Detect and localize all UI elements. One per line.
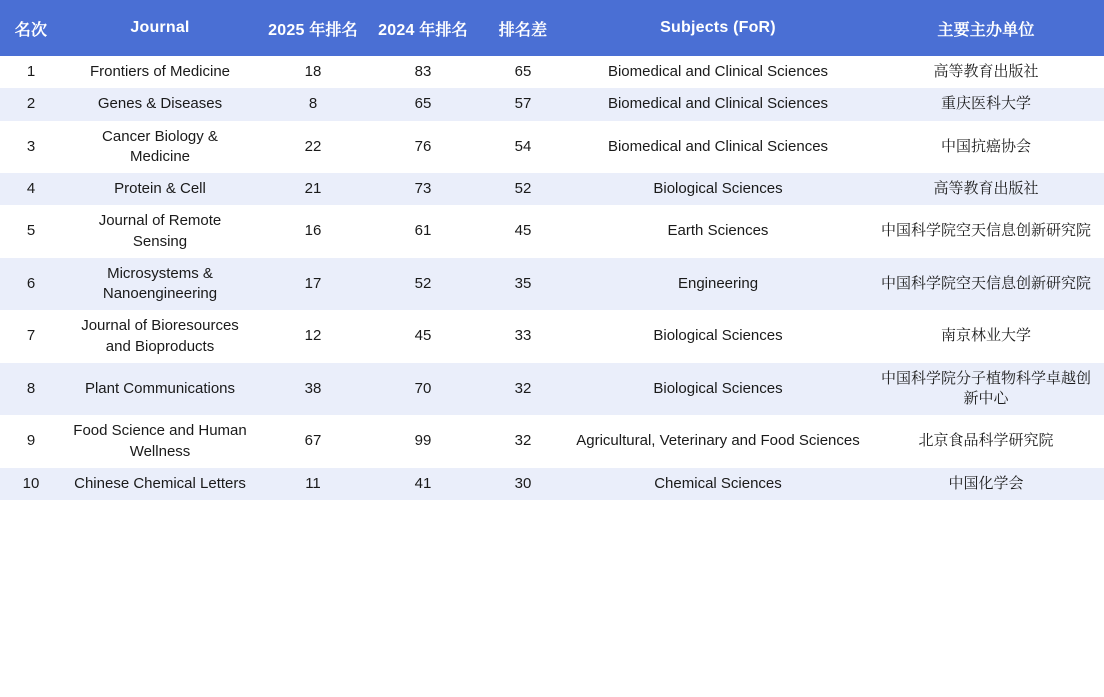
cell-host: 中国抗癌协会: [868, 121, 1104, 174]
table-row: [0, 310, 1104, 363]
cell-rank: 2: [0, 88, 62, 120]
cell-rank-2024: 99: [368, 415, 478, 468]
cell-rank-2025: 17: [258, 258, 368, 311]
cell-rank-2025: 11: [258, 468, 368, 500]
cell-host: 中国科学院分子植物科学卓越创新中心: [868, 363, 1104, 416]
cell-rank-2025: 38: [258, 363, 368, 416]
cell-rank-2025: 8: [258, 88, 368, 120]
cell-rank-diff: 52: [478, 173, 568, 205]
cell-host: 中国科学院空天信息创新研究院: [868, 258, 1104, 311]
cell-host: 高等教育出版社: [868, 173, 1104, 205]
table-body: [0, 56, 1104, 500]
cell-rank-diff: 54: [478, 121, 568, 174]
cell-rank: 5: [0, 205, 62, 258]
cell-rank-2025: 16: [258, 205, 368, 258]
cell-rank: 7: [0, 310, 62, 363]
cell-journal: Cancer Biology & Medicine: [62, 121, 258, 174]
cell-subjects: Biomedical and Clinical Sciences: [568, 88, 868, 120]
cell-rank: 6: [0, 258, 62, 311]
cell-journal: Food Science and Human Wellness: [62, 415, 258, 468]
column-header-journal: Journal: [62, 0, 258, 56]
cell-subjects: Chemical Sciences: [568, 468, 868, 500]
cell-host: 中国化学会: [868, 468, 1104, 500]
table-row: [0, 468, 1104, 500]
cell-rank-diff: 30: [478, 468, 568, 500]
table-header: [0, 0, 1104, 56]
table-row: [0, 56, 1104, 88]
cell-host: 北京食品科学研究院: [868, 415, 1104, 468]
cell-host: 南京林业大学: [868, 310, 1104, 363]
cell-rank-diff: 33: [478, 310, 568, 363]
cell-subjects: Earth Sciences: [568, 205, 868, 258]
table-row: [0, 415, 1104, 468]
column-header-rank: 名次: [0, 0, 62, 56]
cell-journal: Journal of Bioresources and Bioproducts: [62, 310, 258, 363]
cell-journal: Genes & Diseases: [62, 88, 258, 120]
cell-rank-diff: 32: [478, 363, 568, 416]
cell-rank-2024: 45: [368, 310, 478, 363]
cell-rank-2024: 70: [368, 363, 478, 416]
cell-rank: 3: [0, 121, 62, 174]
cell-rank-diff: 32: [478, 415, 568, 468]
cell-rank-2025: 18: [258, 56, 368, 88]
cell-subjects: Biological Sciences: [568, 173, 868, 205]
cell-rank-2024: 83: [368, 56, 478, 88]
table-row: [0, 205, 1104, 258]
cell-rank-diff: 45: [478, 205, 568, 258]
cell-rank-2024: 41: [368, 468, 478, 500]
cell-host: 重庆医科大学: [868, 88, 1104, 120]
table-row: [0, 88, 1104, 120]
cell-subjects: Agricultural, Veterinary and Food Sciences: [568, 415, 868, 468]
cell-journal: Plant Communications: [62, 363, 258, 416]
cell-host: 中国科学院空天信息创新研究院: [868, 205, 1104, 258]
table-row: [0, 363, 1104, 416]
cell-journal: Journal of Remote Sensing: [62, 205, 258, 258]
cell-rank-2024: 73: [368, 173, 478, 205]
cell-rank-2025: 67: [258, 415, 368, 468]
column-header-host: 主要主办单位: [868, 0, 1104, 56]
table-row: [0, 258, 1104, 311]
cell-rank-2024: 76: [368, 121, 478, 174]
cell-rank: 9: [0, 415, 62, 468]
cell-journal: Frontiers of Medicine: [62, 56, 258, 88]
cell-rank-diff: 57: [478, 88, 568, 120]
cell-rank-2025: 21: [258, 173, 368, 205]
cell-rank-diff: 65: [478, 56, 568, 88]
column-header-rank-diff: 排名差: [478, 0, 568, 56]
cell-rank-2025: 22: [258, 121, 368, 174]
cell-rank: 4: [0, 173, 62, 205]
cell-rank-diff: 35: [478, 258, 568, 311]
cell-journal: Protein & Cell: [62, 173, 258, 205]
cell-rank: 10: [0, 468, 62, 500]
cell-subjects: Engineering: [568, 258, 868, 311]
table-row: [0, 173, 1104, 205]
cell-subjects: Biological Sciences: [568, 310, 868, 363]
cell-rank-2024: 61: [368, 205, 478, 258]
cell-rank-2024: 52: [368, 258, 478, 311]
cell-host: 高等教育出版社: [868, 56, 1104, 88]
column-header-subjects: Subjects (FoR): [568, 0, 868, 56]
cell-rank-2024: 65: [368, 88, 478, 120]
cell-subjects: Biological Sciences: [568, 363, 868, 416]
cell-journal: Chinese Chemical Letters: [62, 468, 258, 500]
cell-rank: 8: [0, 363, 62, 416]
column-header-rank-2024: 2024 年排名: [368, 0, 478, 56]
cell-journal: Microsystems & Nanoengineering: [62, 258, 258, 311]
table-header-row: [0, 0, 1104, 56]
column-header-rank-2025: 2025 年排名: [258, 0, 368, 56]
cell-rank-2025: 12: [258, 310, 368, 363]
cell-rank: 1: [0, 56, 62, 88]
table-row: [0, 121, 1104, 174]
cell-subjects: Biomedical and Clinical Sciences: [568, 56, 868, 88]
cell-subjects: Biomedical and Clinical Sciences: [568, 121, 868, 174]
